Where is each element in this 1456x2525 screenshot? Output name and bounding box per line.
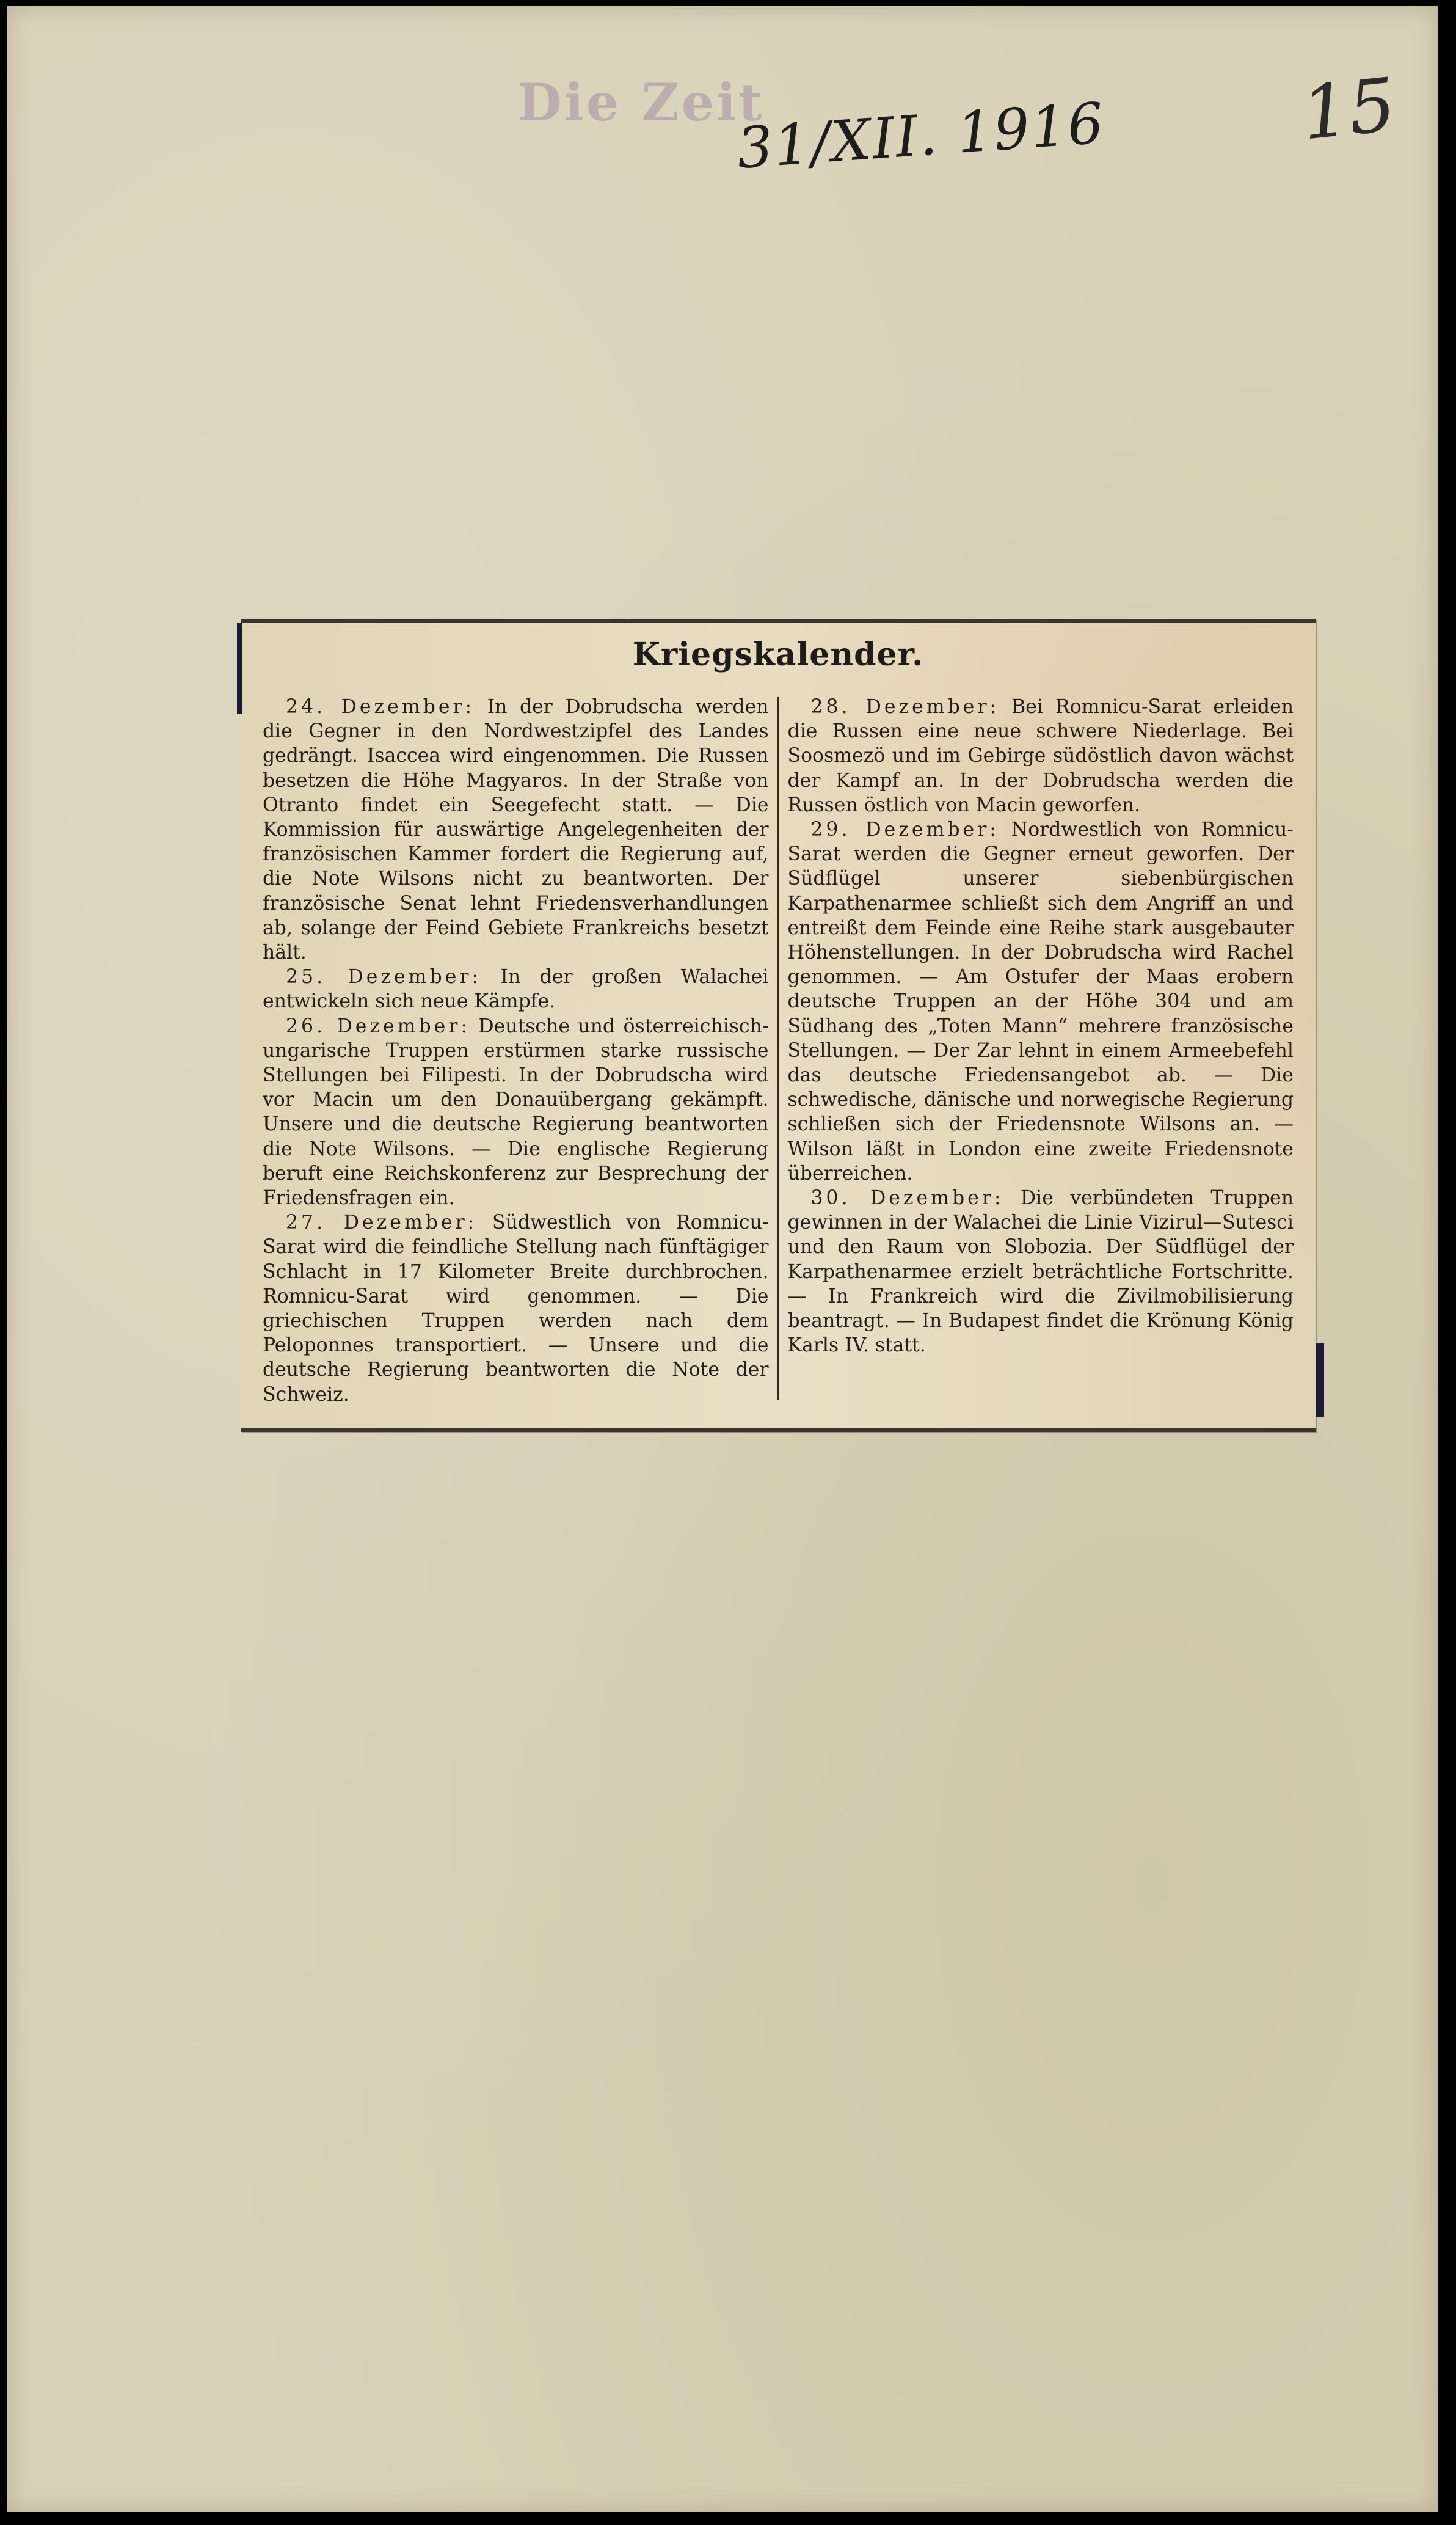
calendar-entry [263,1210,769,1407]
entry-text: Deutsche und österreichisch-ungarische Truppen erstürmen starke russische Stellungen bei Filipesti. In der Dobrudscha wird vor Macin um den Donauübergang gekämpft. Unsere und die deutsche Regierung beantworten die Note Wilsons. — Die englische Regierung beruft eine Reichskonferenz zur Besprechung der Friedensfragen ein. [263,1015,769,1210]
handwritten-page-number: 15 [1298,62,1400,157]
calendar-entry [788,817,1294,1186]
calendar-entry [788,1186,1294,1358]
entry-date: 25. Dezember: [286,966,482,988]
entry-text: In der großen Walachei entwickeln sich neue Kämpfe. [263,966,769,1013]
article-title: Kriegskalender. [632,636,924,673]
article-column-left [254,695,777,1412]
handwritten-date: 31/XII. 1916 [735,90,1107,181]
calendar-entry [263,695,769,965]
entry-date: 26. Dezember: [286,1015,470,1037]
calendar-entry [788,695,1294,817]
newspaper-clipping [241,619,1316,1432]
entry-text: In der Dobrudscha werden die Gegner in den Nordwestzipfel des Landes gedrängt. Isaccea wird eingenommen. Die Russen besetzen die Höhe Magyaros. In der Straße von Otranto findet ein Seegefecht statt. — Die Kommission für auswärtige Angelegenheiten der französischen Kammer fordert die Regierung auf, die Note Wilsons nicht zu beantworten. Der französische Senat lehnt Friedensverhandlungen ab, solange der Feind Gebiete Frankreichs besetzt hält. [263,696,769,964]
clipping-shadow-right [1316,1343,1324,1417]
entry-date: 30. Dezember: [810,1187,1004,1210]
entry-text: Die verbündeten Truppen gewinnen in der Walachei die Linie Vizirul—Sutesci und den Raum von Slobozia. Der Südflügel der Karpathenarmee erzielt beträchtliche Fortschritte. — In Frankreich wird die Zivilmobilisierung beantragt. — In Budapest findet die Krönung König Karls IV. statt. [787,1187,1294,1357]
entry-date: 29. Dezember: [810,819,999,841]
article-columns [254,695,1302,1412]
calendar-entry [263,1014,769,1211]
entry-date: 27. Dezember: [286,1211,478,1234]
entry-text: Nordwestlich von Romnicu-Sarat werden die Gegner erneut geworfen. Der Südflügel unserer siebenbürgischen Karpathenarmee schließt sich dem Angriff an und entreißt dem Feinde eine Reihe stark ausgebauter Höhenstellungen. In der Dobrudscha wird Rachel genommen. — Am Ostufer der Maas erobern deutsche Truppen an der Höhe 304 und am Südhang des „Toten Mann“ mehrere französische Stellungen. — Der Zar lehnt in einem Armeebefehl das deutsche Friedensangebot ab. — Die schwedische, dänische und norwegische Regierung schließen sich der Friedensnote Wilsons an. — Wilson läßt in London eine zweite Friedensnote überreichen. [787,819,1294,1185]
archive-sheet [7,6,1438,2512]
newspaper-stamp: Die Zeit [517,72,765,133]
entry-date: 28. Dezember: [810,696,1000,718]
entry-text: Südwestlich von Romnicu-Sarat wird die feindliche Stellung nach fünftägiger Schlacht in 17 Kilometer Breite durchbrochen. Romnicu-Sarat wird genommen. — Die griechischen Truppen werden nach dem Peloponnes transportiert. — Unsere und die deutsche Regierung beantworten die Note der Schweiz. [263,1211,769,1406]
article-column-right [779,695,1303,1412]
entry-text: Bei Romnicu-Sarat erleiden die Russen eine neue schwere Niederlage. Bei Soosmezö und im Gebirge südöstlich davon wächst der Kampf an. In der Dobrudscha werden die Russen östlich von Macin geworfen. [787,696,1294,816]
entry-date: 24. Dezember: [286,696,475,718]
calendar-entry [263,965,769,1014]
